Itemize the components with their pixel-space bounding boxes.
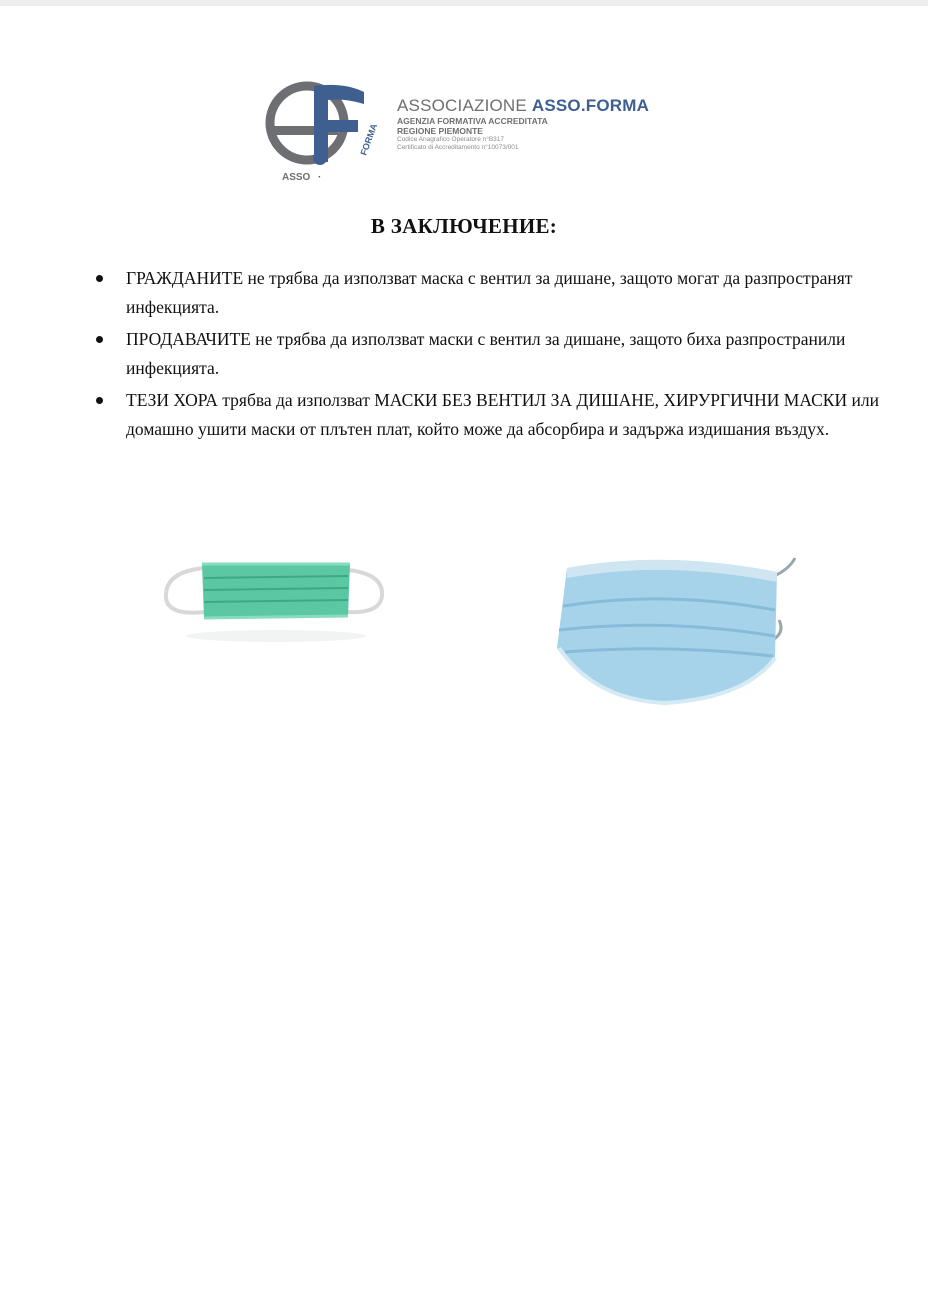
- bullet-tail: или домашно ушити маски от плътен плат, който може да абсорбира и задържа издишания въздух.: [126, 390, 879, 439]
- org-text: [397, 96, 649, 152]
- bullet-text: трябва да използват: [217, 390, 375, 410]
- bullet-lead: ГРАЖДАНИТЕ: [126, 268, 244, 288]
- org-name: ASSOCIAZIONE ASSO.FORMA: [397, 96, 650, 115]
- green-surgical-mask-icon: [162, 540, 390, 650]
- bullet-icon: [96, 397, 103, 404]
- blue-surgical-mask-icon: [545, 548, 800, 713]
- page-heading: В ЗАКЛЮЧЕНИЕ:: [370, 214, 558, 238]
- bullet-text: не трябва да използват маска с вентил за дишане, защото могат да разпространят инфекцията.: [126, 268, 853, 317]
- svg-text:FORMA: FORMA: [358, 122, 380, 157]
- org-line-4: Certificato di Accreditamento n°10073/001: [397, 144, 519, 151]
- af-logo-icon: [262, 76, 387, 186]
- bullet-lead: ТЕЗИ ХОРА: [126, 390, 218, 410]
- svg-text:·: ·: [318, 172, 322, 183]
- bullet-lead: ПРОДАВАЧИТЕ: [126, 329, 251, 349]
- conclusion-list: [96, 264, 886, 447]
- asso-forma-logo: [262, 76, 692, 188]
- svg-text:ASSO: ASSO: [282, 172, 311, 183]
- org-line-3: Codice Anagrafico Operatore n°B317: [397, 136, 505, 143]
- bullet-icon: [96, 275, 103, 282]
- list-item: [96, 264, 886, 322]
- bullet-emphasis: МАСКИ БЕЗ ВЕНТИЛ ЗА ДИШАНЕ, ХИРУРГИЧНИ МАСКИ: [374, 390, 848, 410]
- bullet-text: не трябва да използват маски с вентил за дишане, защото биха разпространили инфекцията.: [126, 329, 846, 378]
- list-item: [96, 325, 886, 383]
- org-line-2: REGIONE PIEMONTE: [397, 126, 483, 136]
- list-item: [96, 386, 886, 444]
- org-line-1: AGENZIA FORMATIVA ACCREDITATA: [397, 116, 548, 126]
- top-bar: [0, 0, 928, 6]
- bullet-icon: [96, 336, 103, 343]
